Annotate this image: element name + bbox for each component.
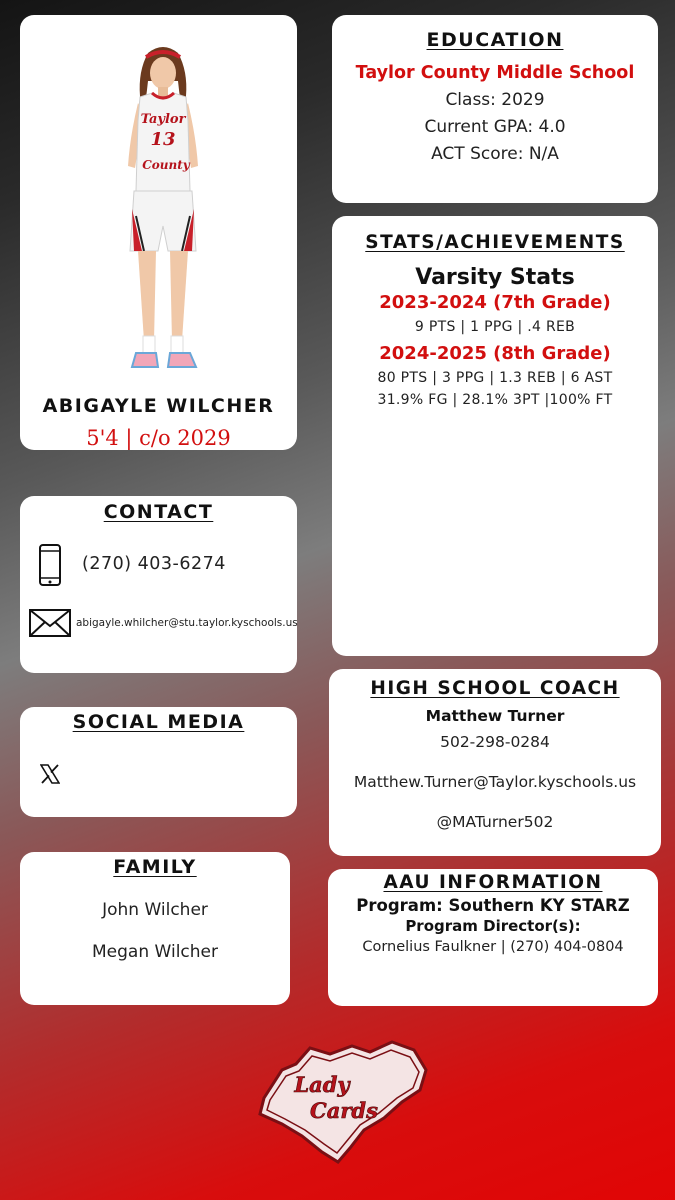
x-icon[interactable] — [40, 764, 60, 784]
stats-card — [332, 216, 658, 656]
coach-phone[interactable]: 502-298-0284 — [440, 733, 550, 751]
aau-header: AAU INFORMATION — [383, 872, 603, 893]
mail-icon — [28, 608, 72, 638]
jersey-text-2: County — [142, 158, 190, 172]
stats-subtitle: Varsity Stats — [415, 265, 575, 290]
gpa: Current GPA: 4.0 — [424, 117, 566, 137]
coach-name: Matthew Turner — [425, 707, 565, 725]
education-header: EDUCATION — [426, 29, 564, 51]
aau-program: Program: Southern KY STARZ — [356, 896, 630, 915]
jersey-text: Taylor — [140, 112, 186, 127]
season-label: 2024-2025 (8th Grade) — [379, 343, 611, 364]
contact-header: CONTACT — [103, 501, 214, 523]
phone-icon — [38, 543, 62, 587]
education-card — [332, 15, 658, 203]
coach-email[interactable]: Matthew.Turner@Taylor.kyschools.us — [353, 773, 637, 791]
contact-card — [20, 496, 297, 673]
coach-handle[interactable]: @MATurner502 — [436, 813, 554, 831]
act-score: ACT Score: N/A — [431, 144, 559, 164]
aau-director: Cornelius Faulkner | (270) 404-0804 — [362, 939, 624, 955]
jersey-number: 13 — [150, 129, 176, 150]
season-stats-line: 9 PTS | 1 PPG | .4 REB — [414, 319, 576, 335]
season-stats-line: 31.9% FG | 28.1% 3PT |100% FT — [377, 392, 613, 408]
stats-header: STATS/ACHIEVEMENTS — [365, 232, 625, 253]
aau-director-label: Program Director(s): — [405, 917, 581, 935]
email-address[interactable]: abigayle.whilcher@stu.taylor.kyschools.us — [76, 617, 298, 629]
player-height-class: 5'4 | c/o 2029 — [86, 426, 231, 450]
lady-cards-logo — [252, 1040, 430, 1166]
player-name: ABIGAYLE WILCHER — [42, 395, 275, 417]
social-media-card — [20, 707, 297, 817]
logo-text-cards: Cards — [310, 1098, 378, 1123]
player-photo — [108, 41, 218, 391]
logo-text-lady: Lady — [294, 1072, 350, 1097]
family-header: FAMILY — [113, 856, 197, 878]
aau-card — [328, 869, 658, 1006]
class-year: Class: 2029 — [445, 90, 545, 110]
family-member: Megan Wilcher — [92, 942, 218, 962]
phone-number[interactable]: (270) 403-6274 — [82, 554, 226, 574]
family-member: John Wilcher — [102, 900, 208, 920]
coach-header: HIGH SCHOOL COACH — [370, 678, 620, 699]
family-card — [20, 852, 290, 1005]
season-label: 2023-2024 (7th Grade) — [379, 292, 611, 313]
school-name: Taylor County Middle School — [355, 63, 635, 83]
season-stats-line: 80 PTS | 3 PPG | 1.3 REB | 6 AST — [377, 370, 613, 386]
coach-card — [329, 669, 661, 856]
profile-card — [20, 15, 297, 450]
social-header: SOCIAL MEDIA — [72, 711, 245, 733]
